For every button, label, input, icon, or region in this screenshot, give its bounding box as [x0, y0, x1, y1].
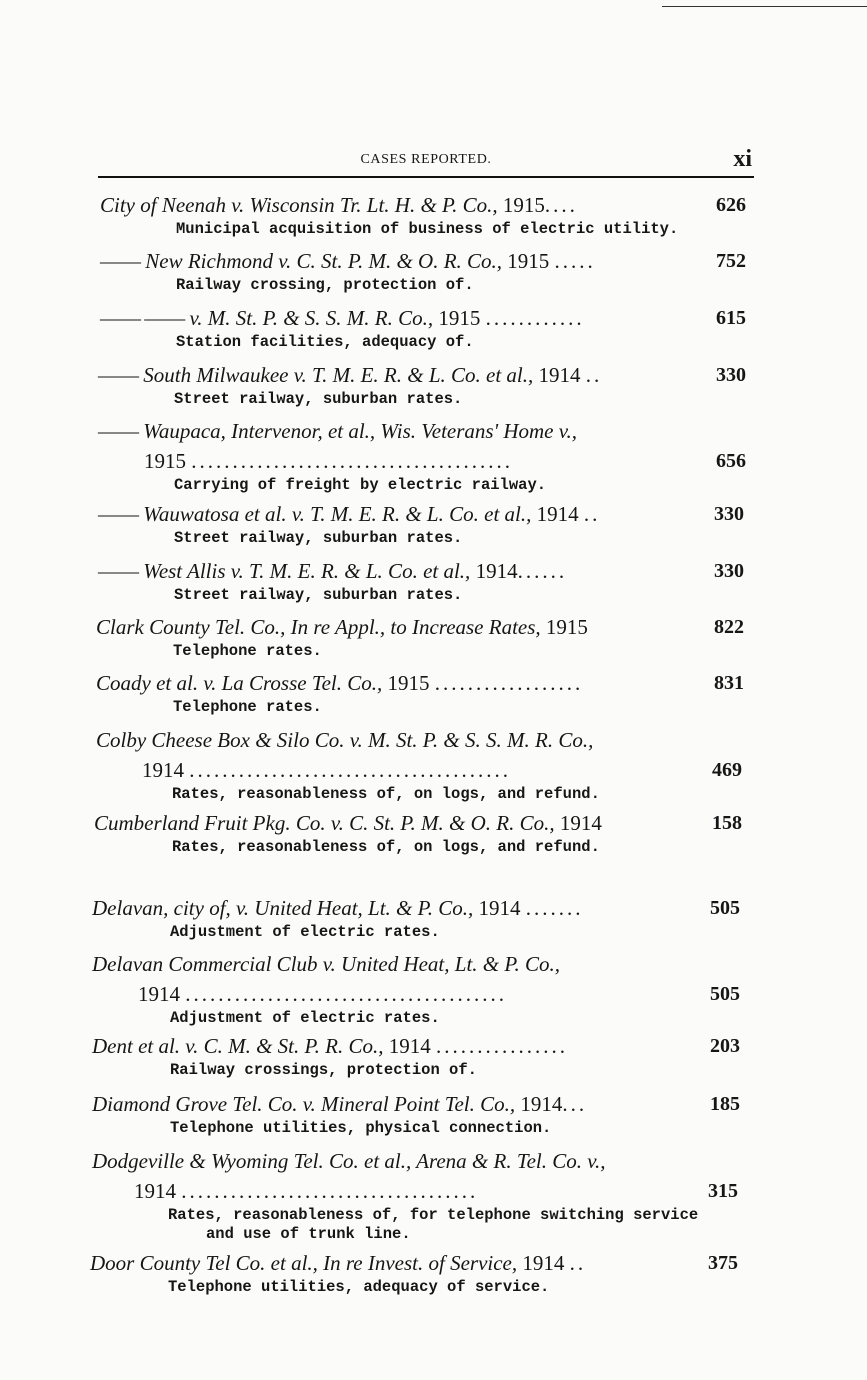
case-title-continuation: 1914 ....................................... — [138, 982, 507, 1006]
page-number: xi — [733, 146, 752, 172]
case-page: 375 — [708, 1252, 738, 1274]
case-title: Dent et al. v. C. M. & St. P. R. Co., 1914 ................ — [92, 1034, 568, 1058]
running-title: CASES REPORTED. — [360, 152, 492, 167]
case-page: 315 — [708, 1180, 738, 1202]
case-entry — [0, 246, 867, 303]
case-entry — [0, 1248, 867, 1304]
case-page: 330 — [714, 503, 744, 525]
case-page: 626 — [716, 194, 746, 216]
case-subject: Carrying of freight by electric railway. — [174, 476, 547, 494]
case-page: 505 — [710, 897, 740, 919]
case-title-continuation: 1915 ....................................... — [144, 449, 513, 473]
case-title: —— West Allis v. T. M. E. R. & L. Co. et al., 1914...... — [98, 559, 568, 583]
case-entry — [0, 725, 867, 808]
cases-list — [0, 190, 867, 1304]
case-page: 203 — [710, 1035, 740, 1057]
case-subject-continuation: and use of trunk line. — [206, 1225, 411, 1243]
case-entry — [0, 303, 867, 360]
case-subject: Railway crossing, protection of. — [176, 276, 474, 294]
case-page: 185 — [710, 1093, 740, 1115]
case-page: 656 — [716, 450, 746, 472]
case-title: Coady et al. v. La Crosse Tel. Co., 1915 .................. — [96, 671, 584, 695]
case-entry — [0, 668, 867, 725]
case-subject: Adjustment of electric rates. — [170, 923, 440, 941]
case-subject: Municipal acquisition of business of electric utility. — [176, 220, 679, 238]
case-entry — [0, 416, 867, 499]
case-title: Door County Tel Co. et al., In re Invest. of Service, 1914 .. — [90, 1251, 587, 1275]
case-entry — [0, 190, 867, 246]
case-page: 822 — [714, 616, 744, 638]
case-title: —— Waupaca, Intervenor, et al., Wis. Veterans' Home v., — [98, 419, 578, 443]
case-title: Delavan Commercial Club v. United Heat, Lt. & P. Co., — [92, 952, 560, 976]
case-subject: Rates, reasonableness of, on logs, and refund. — [172, 785, 600, 803]
case-subject: Telephone utilities, adequacy of service. — [168, 1278, 550, 1296]
case-title: Cumberland Fruit Pkg. Co. v. C. St. P. M. & O. R. Co., 1914 — [94, 811, 602, 835]
case-entry — [0, 949, 867, 1031]
case-subject: Street railway, suburban rates. — [174, 390, 463, 408]
case-subject: Rates, reasonableness of, for telephone switching service — [168, 1206, 699, 1224]
case-subject: Street railway, suburban rates. — [174, 529, 463, 547]
case-subject: Rates, reasonableness of, on logs, and refund. — [172, 838, 600, 856]
case-subject: Telephone rates. — [173, 698, 322, 716]
case-entry — [0, 499, 867, 556]
case-subject: Station facilities, adequacy of. — [176, 333, 474, 351]
case-page: 330 — [716, 364, 746, 386]
case-page: 505 — [710, 983, 740, 1005]
header-rule — [98, 176, 754, 178]
case-entry — [0, 612, 867, 668]
case-page: 330 — [714, 560, 744, 582]
page-header — [98, 148, 754, 178]
case-title-continuation: 1914 .................................... — [134, 1179, 479, 1203]
case-subject: Railway crossings, protection of. — [170, 1061, 477, 1079]
case-page: 831 — [714, 672, 744, 694]
case-subject: Street railway, suburban rates. — [174, 586, 463, 604]
case-entry — [0, 1089, 867, 1146]
case-title: Dodgeville & Wyoming Tel. Co. et al., Arena & R. Tel. Co. v., — [92, 1149, 606, 1173]
case-title: Clark County Tel. Co., In re Appl., to Increase Rates, 1915 — [96, 615, 588, 639]
case-page: 615 — [716, 307, 746, 329]
case-title: —— Wauwatosa et al. v. T. M. E. R. & L. Co. et al., 1914 .. — [98, 502, 601, 526]
case-title: City of Neenah v. Wisconsin Tr. Lt. H. & P. Co., 1915.... — [100, 193, 578, 217]
case-subject: Adjustment of electric rates. — [170, 1009, 440, 1027]
case-title: —— —— v. M. St. P. & S. S. M. R. Co., 1915 ............ — [100, 306, 585, 330]
case-entry — [0, 556, 867, 612]
case-page: 469 — [712, 759, 742, 781]
case-entry — [0, 1146, 867, 1248]
top-edge-rule — [662, 6, 867, 7]
case-title: —— South Milwaukee v. T. M. E. R. & L. Co. et al., 1914 .. — [98, 363, 603, 387]
case-title: Delavan, city of, v. United Heat, Lt. & P. Co., 1914 ....... — [92, 896, 584, 920]
case-title: Diamond Grove Tel. Co. v. Mineral Point Tel. Co., 1914... — [92, 1092, 588, 1116]
case-entry — [0, 360, 867, 416]
case-subject: Telephone utilities, physical connection. — [170, 1119, 552, 1137]
case-title: —— New Richmond v. C. St. P. M. & O. R. Co., 1915 ..... — [100, 249, 596, 273]
case-entry — [0, 893, 867, 949]
case-title-continuation: 1914 ....................................... — [142, 758, 511, 782]
case-page: 752 — [716, 250, 746, 272]
case-entry — [0, 1031, 867, 1089]
case-entry — [0, 808, 867, 893]
case-subject: Telephone rates. — [173, 642, 322, 660]
case-page: 158 — [712, 812, 742, 834]
case-title: Colby Cheese Box & Silo Co. v. M. St. P. & S. S. M. R. Co., — [96, 728, 594, 752]
